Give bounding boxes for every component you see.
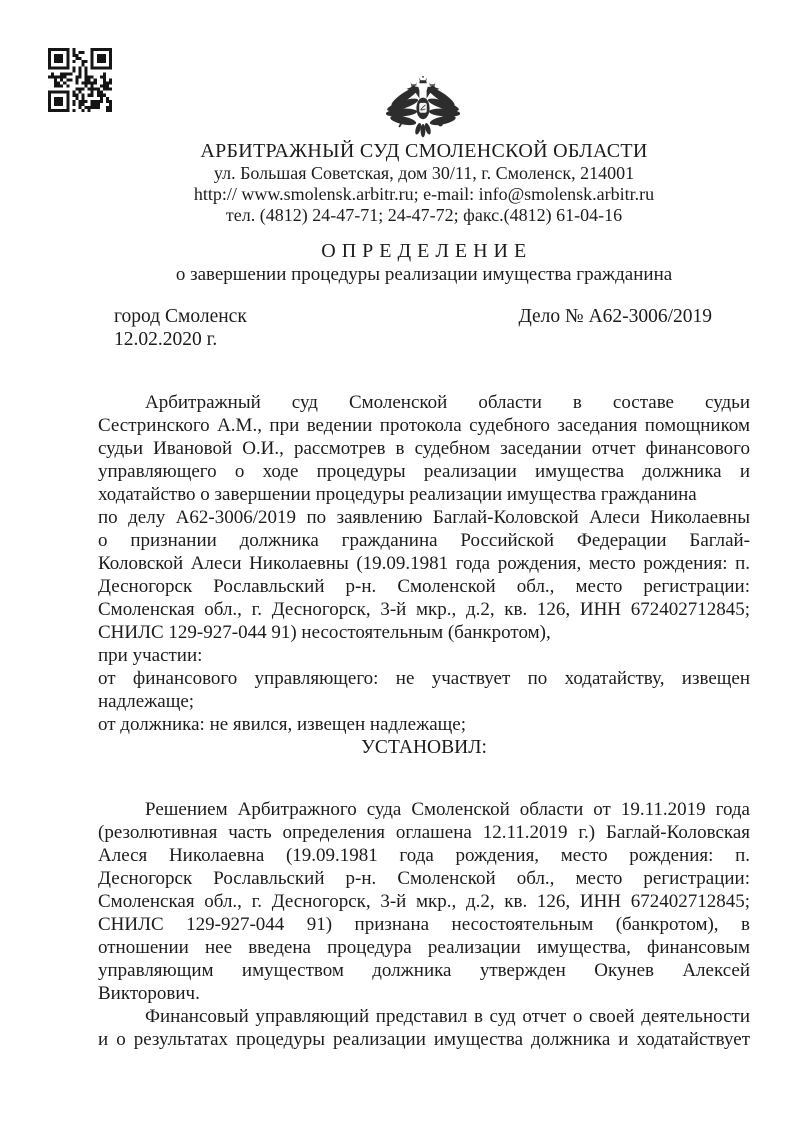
facts-paragraph [98, 798, 750, 1005]
resolution-heading: УСТАНОВИЛ: [361, 737, 487, 758]
text-line: от финансового управляющего: не участвует по ходатайству, извещен [98, 668, 750, 689]
report-paragraph [98, 1005, 750, 1051]
court-contacts: http:// www.smolensk.arbitr.ru; e-mail: info@smolensk.arbitr.ru [193, 184, 655, 204]
text-line: Десногорск Рославльский р-н. Смоленской обл., место регистрации: [98, 868, 750, 889]
document-body [98, 391, 750, 1051]
text-line: Смоленская обл., г. Десногорск, 3-й мкр., д.2, кв. 126, ИНН 672402712845; [98, 891, 750, 912]
text-line: Финансовый управляющий представил в суд отчет о своей деятельности [145, 1006, 750, 1027]
text-line: Арбитражный суд Смоленской области в составе судьи [145, 392, 750, 413]
text-line: Алеся Николаевна (19.09.1981 года рождения, место рождения: п. [98, 845, 750, 866]
court-name: АРБИТРАЖНЫЙ СУД СМОЛЕНСКОЙ ОБЛАСТИ [200, 140, 648, 162]
text-line: управляющего о ходе процедуры реализации имущества должника и [98, 461, 750, 482]
document-subtitle: о завершении процедуры реализации имущества гражданина [175, 264, 673, 285]
text-line: Коловской Алеси Николаевны (19.09.1981 года рождения, место рождения: п. [98, 553, 750, 574]
text-line: Сестринского А.М., при ведении протокола судебного заседания помощником [98, 415, 750, 436]
text-line: и о результатах процедуры реализации имущества должника и ходатайствует [98, 1029, 750, 1050]
coat-of-arms-icon [386, 76, 460, 142]
text-line: Смоленская обл., г. Десногорск, 3-й мкр., д.2, кв. 126, ИНН 672402712845; [98, 599, 750, 620]
court-phone: тел. (4812) 24-47-71; 24-47-72; факс.(4812) 61-04-16 [225, 205, 623, 225]
text-line: СНИЛС 129-927-044 91) несостоятельным (банкротом), [98, 622, 551, 643]
text-line: (резолютивная часть определения оглашена 12.11.2019 г.) Баглай-Коловская [98, 822, 750, 843]
document-date: 12.02.2020 г. [114, 329, 218, 350]
text-line: СНИЛС 129-927-044 91) признана несостоятельным (банкротом), в [98, 914, 750, 935]
text-line: Десногорск Рославльский р-н. Смоленской обл., место регистрации: [98, 576, 750, 597]
title-block [98, 240, 750, 286]
case-meta [98, 305, 750, 351]
text-line: Викторович. [98, 983, 200, 1004]
text-line: ходатайство о завершении процедуры реализации имущества гражданина [98, 484, 697, 505]
text-line: отношении нее введена процедура реализации имущества, финансовым [98, 937, 750, 958]
court-address: ул. Большая Советская, дом 30/11, г. Смоленск, 214001 [213, 163, 635, 183]
case-number: Дело № А62-3006/2019 [518, 306, 712, 327]
intro-paragraph [98, 391, 750, 736]
text-line: надлежаще; [98, 691, 195, 712]
text-line: о признании должника гражданина Российской Федерации Баглай- [98, 530, 750, 551]
qr-code [48, 48, 112, 112]
meta-city: город Смоленск [114, 306, 247, 327]
text-line: при участии: [98, 645, 203, 666]
text-line: судьи Ивановой О.И., рассмотрев в судебном заседании отчет финансового [98, 438, 750, 459]
text-line: по делу А62-3006/2019 по заявлению Баглай-Коловской Алеси Николаевны [98, 507, 750, 528]
text-line: управляющим имуществом должника утвержден Окунев Алексей [98, 960, 750, 981]
court-letterhead [98, 140, 750, 226]
document-title: О П Р Е Д Е Л Е Н И Е [321, 240, 527, 262]
text-line: Решением Арбитражного суда Смоленской области от 19.11.2019 года [145, 799, 750, 820]
text-line: от должника: не явился, извещен надлежаще; [98, 714, 466, 735]
